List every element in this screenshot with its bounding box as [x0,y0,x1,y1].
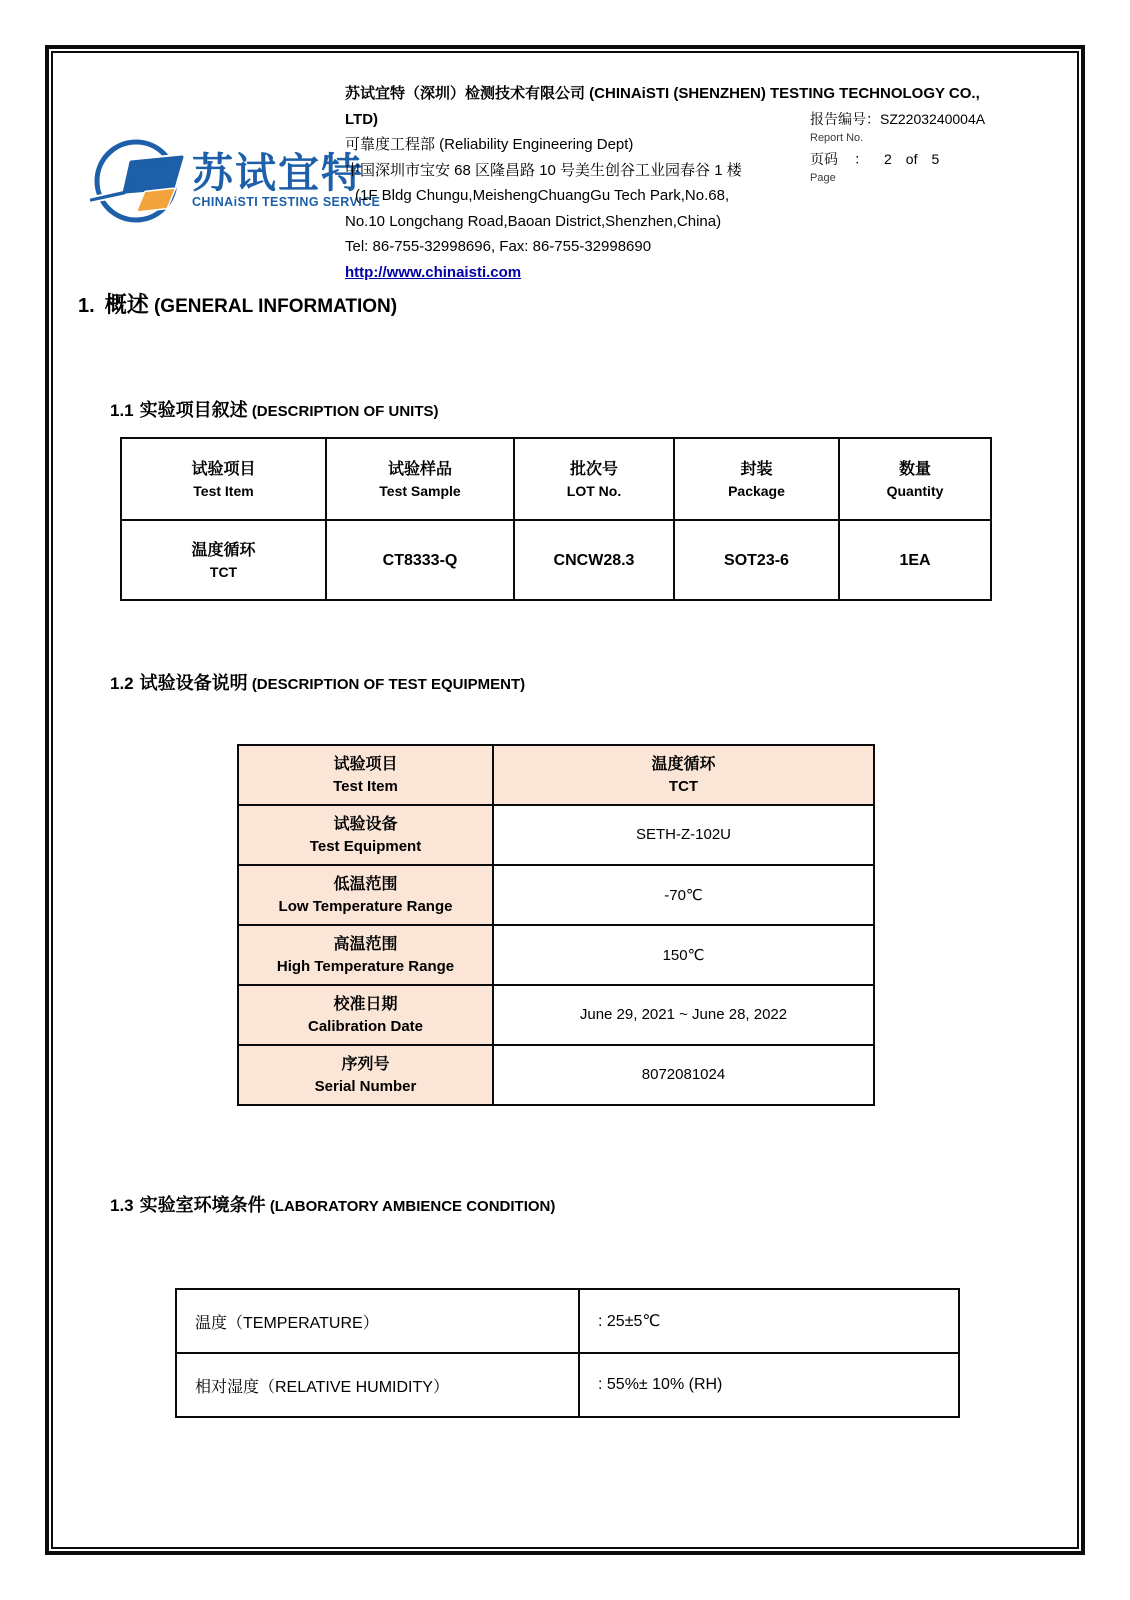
section-title-general-information: 1. 概述 (GENERAL INFORMATION) [78,292,398,317]
address-cn: 中国深圳市宝安 68 区隆昌路 10 号美生创谷工业园春谷 1 楼 [345,161,742,179]
tel-fax-line: Tel: 86-755-32998696, Fax: 86-755-32998690 [345,238,652,255]
equipment-row-high-temperature [238,925,874,985]
equipment-label-test-item: 试验项目 Test Item [238,745,493,805]
equipment-row-calibration-date [238,985,874,1045]
report-no-sublabel: Report No. [810,132,864,144]
units-table [120,437,992,601]
ambience-value-temperature: : 25±5℃ [579,1289,959,1353]
units-header-test-item: 试验项目 Test Item [121,438,326,520]
address-en-line2: No.10 Longchang Road,Baoan District,Shenzhen,China) [345,212,722,230]
page-number: 2 [884,151,892,167]
equipment-label-calibration-date: 校准日期 Calibration Date [238,985,493,1045]
units-cell-test-sample: CT8333-Q [326,520,514,600]
equipment-row-serial-number [238,1045,874,1105]
logo-company-name-en: CHINAiSTI TESTING SERVICE [192,195,381,209]
company-name-line2: LTD) [345,110,379,128]
units-header-quantity: 数量 Quantity [839,438,991,520]
equipment-value-low-temperature: -70℃ [493,865,874,925]
units-cell-quantity: 1EA [839,520,991,600]
ambience-value-relative-humidity: : 55%± 10% (RH) [579,1353,959,1417]
logo-company-name-zh: 苏试宜特 [192,150,364,196]
report-no-value: SZ2203240004A [880,111,986,127]
equipment-value-calibration-date: June 29, 2021 ~ June 28, 2022 [493,985,874,1045]
equipment-label-serial-number: 序列号 Serial Number [238,1045,493,1105]
page-label: 页码 [810,151,838,167]
equipment-value-test-item: 温度循环 TCT [493,745,874,805]
units-header-test-sample: 试验样品 Test Sample [326,438,514,520]
page-of: of [905,151,918,167]
section-title-laboratory-ambience-condition: 1.3 实验室环境条件 (LABORATORY AMBIENCE CONDITION) [110,1195,556,1215]
section-title-description-of-test-equipment: 1.2 试验设备说明 (DESCRIPTION OF TEST EQUIPMENT) [110,673,526,693]
equipment-value-high-temperature: 150℃ [493,925,874,985]
ambience-label-temperature: 温度（TEMPERATURE） [176,1289,579,1353]
company-name-line1: 苏试宜特（深圳）检测技术有限公司 (CHINAiSTI (SHENZHEN) TESTING TECHNOLOGY CO., [345,85,980,102]
units-cell-lot-no: CNCW28.3 [514,520,674,600]
page-sublabel: Page [810,172,836,184]
ambience-label-relative-humidity: 相对湿度（RELATIVE HUMIDITY） [176,1353,579,1417]
equipment-label-low-temperature: 低温范围 Low Temperature Range [238,865,493,925]
report-info-block [810,111,985,191]
ambience-row-temperature [176,1289,959,1353]
units-table-header-row [121,438,991,520]
department-line: 可靠度工程部 (Reliability Engineering Dept) [345,136,634,153]
page-total: 5 [931,151,940,167]
equipment-label-test-equipment: 试验设备 Test Equipment [238,805,493,865]
address-en-line1: (1F Bldg Chungu,MeishengChuangGu Tech Park,No.68, [355,187,730,204]
company-logo [90,134,380,226]
equipment-table [237,744,875,1106]
section-title-description-of-units: 1.1 实验项目叙述 (DESCRIPTION OF UNITS) [110,400,439,420]
units-cell-test-item: 温度循环 TCT [121,520,326,600]
chinaisti-logo-icon [90,134,186,226]
equipment-value-serial-number: 8072081024 [493,1045,874,1105]
equipment-row-low-temperature [238,865,874,925]
equipment-row-test-item [238,745,874,805]
company-website-link[interactable]: http://www.chinaisti.com [345,263,522,281]
units-header-package: 封装 Package [674,438,839,520]
units-table-data-row [121,520,991,600]
report-no-label: 报告编号： [810,111,880,127]
page-colon: ： [854,151,868,167]
ambience-table [175,1288,960,1418]
equipment-row-test-equipment [238,805,874,865]
ambience-row-relative-humidity [176,1353,959,1417]
equipment-label-high-temperature: 高温范围 High Temperature Range [238,925,493,985]
units-cell-package: SOT23-6 [674,520,839,600]
units-header-lot-no: 批次号 LOT No. [514,438,674,520]
equipment-value-test-equipment: SETH-Z-102U [493,805,874,865]
